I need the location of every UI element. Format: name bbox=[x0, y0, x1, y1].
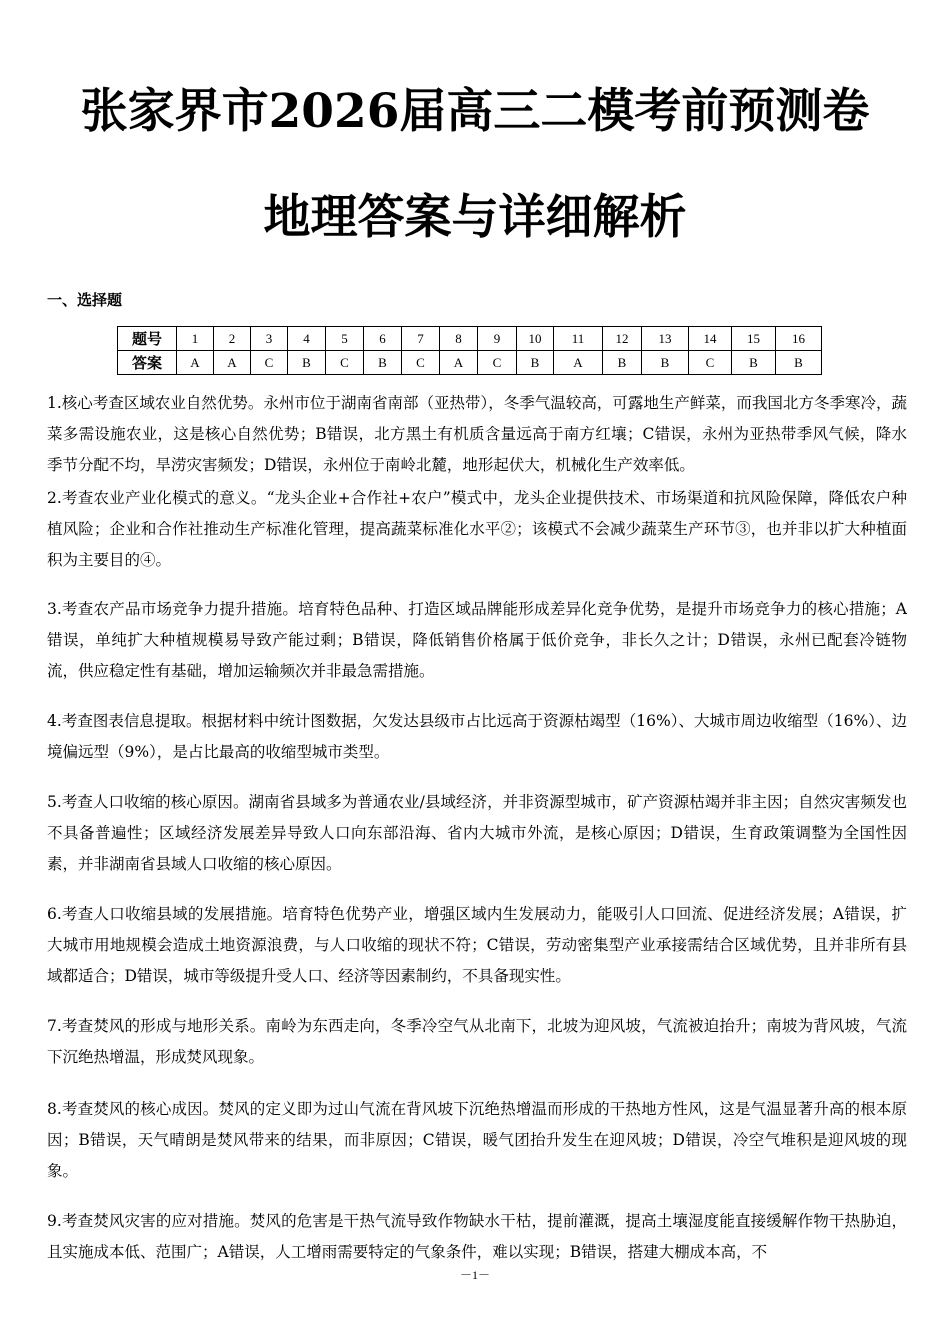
answer-cell: A bbox=[214, 351, 251, 375]
page-number: －1－ bbox=[459, 1268, 490, 1282]
section-heading: 一、选择题 bbox=[47, 291, 123, 309]
document-subtitle: 地理答案与详细解析 bbox=[263, 190, 687, 245]
explanation-1: 1.核心考查区域农业自然优势。永州市位于湖南省南部（亚热带），冬季气温较高，可露地生产鲜菜，而我国北方冬季寒冷，蔬菜多需设施农业，这是核心自然优势；B错误，北方黑土有机质含量远高于南方红壤；C错误，永州为亚热带季风气候，降水季节分配不均，旱涝灾害频发；D错误，永州位于南岭北麓，地形起伏大，机械化生产效率低。 bbox=[47, 394, 907, 474]
question-number-cell: 16 bbox=[776, 327, 822, 351]
question-number-cell: 11 bbox=[554, 327, 603, 351]
question-number-cell: 14 bbox=[689, 327, 732, 351]
question-number-cell: 10 bbox=[517, 327, 554, 351]
answer-cell: B bbox=[364, 351, 402, 375]
answer-cell: B bbox=[603, 351, 642, 375]
question-number-cell: 9 bbox=[478, 327, 517, 351]
answer-cell: A bbox=[177, 351, 214, 375]
answer-cell: A bbox=[554, 351, 603, 375]
question-number-cell: 15 bbox=[732, 327, 776, 351]
explanation-7: 7.考查焚风的形成与地形关系。南岭为东西走向，冬季冷空气从北南下，北坡为迎风坡，气流被迫抬升；南坡为背风坡，气流下沉绝热增温，形成焚风现象。 bbox=[47, 1017, 907, 1066]
explanation-3: 3.考查农产品市场竞争力提升措施。培育特色品种、打造区域品牌能形成差异化竞争优势，是提升市场竞争力的核心措施；A错误，单纯扩大种植规模易导致产能过剩；B错误，降低销售价格属于低价竞争，非长久之计；D错误，永州已配套冷链物流，供应稳定性有基础，增加运输频次并非最急需措施。 bbox=[47, 600, 907, 680]
question-number-cell: 7 bbox=[402, 327, 440, 351]
question-number-cell: 3 bbox=[251, 327, 288, 351]
answer-cell: C bbox=[251, 351, 288, 375]
question-number-cell: 8 bbox=[440, 327, 478, 351]
question-number-cell: 2 bbox=[214, 327, 251, 351]
answer-cell: C bbox=[478, 351, 517, 375]
answer-table bbox=[117, 326, 822, 375]
answer-cell: B bbox=[517, 351, 554, 375]
answer-row bbox=[118, 351, 822, 375]
answer-cell: A bbox=[440, 351, 478, 375]
question-number-cell: 1 bbox=[177, 327, 214, 351]
question-number-cell: 6 bbox=[364, 327, 402, 351]
explanation-6: 6.考查人口收缩县域的发展措施。培育特色优势产业，增强区域内生发展动力，能吸引人口回流、促进经济发展；A错误，扩大城市用地规模会造成土地资源浪费，与人口收缩的现状不符；C错误，劳动密集型产业承接需结合区域优势，且并非所有县域都适合；D错误，城市等级提升受人口、经济等因素制约，不具备现实性。 bbox=[47, 905, 907, 985]
answer-cell: B bbox=[642, 351, 689, 375]
document-title: 张家界市2026届高三二模考前预测卷 bbox=[80, 84, 870, 139]
explanation-2: 2.考查农业产业化模式的意义。“龙头企业+合作社+农户”模式中，龙头企业提供技术、市场渠道和抗风险保障，降低农户种植风险；企业和合作社推动生产标准化管理，提高蔬菜标准化水平②；该模式不会减少蔬菜生产环节③，也并非以扩大种植面积为主要目的④。 bbox=[47, 489, 907, 569]
answer-cell: B bbox=[732, 351, 776, 375]
answer-cell: C bbox=[402, 351, 440, 375]
answer-header: 答案 bbox=[118, 351, 177, 375]
answer-cell: C bbox=[689, 351, 732, 375]
answer-cell: B bbox=[776, 351, 822, 375]
question-number-cell: 4 bbox=[288, 327, 326, 351]
question-number-cell: 13 bbox=[642, 327, 689, 351]
question-number-row bbox=[118, 327, 822, 351]
question-number-cell: 5 bbox=[326, 327, 364, 351]
explanation-9: 9.考查焚风灾害的应对措施。焚风的危害是干热气流导致作物缺水干枯，提前灌溉，提高土壤湿度能直接缓解作物干热胁迫，且实施成本低、范围广；A错误，人工增雨需要特定的气象条件，难以实现；B错误，搭建大棚成本高，不 bbox=[47, 1212, 907, 1261]
answer-cell: C bbox=[326, 351, 364, 375]
answer-cell: B bbox=[288, 351, 326, 375]
explanation-4: 4.考查图表信息提取。根据材料中统计图数据，欠发达县级市占比远高于资源枯竭型（16%）、大城市周边收缩型（16%）、边境偏远型（9%），是占比最高的收缩型城市类型。 bbox=[47, 712, 907, 761]
question-number-header: 题号 bbox=[118, 327, 177, 351]
question-number-cell: 12 bbox=[603, 327, 642, 351]
explanation-5: 5.考查人口收缩的核心原因。湖南省县域多为普通农业/县域经济，并非资源型城市，矿产资源枯竭并非主因；自然灾害频发也不具备普遍性；区域经济发展差异导致人口向东部沿海、省内大城市外流，是核心原因；D错误，生育政策调整为全国性因素，并非湖南省县域人口收缩的核心原因。 bbox=[47, 793, 907, 873]
explanation-8: 8.考查焚风的核心成因。焚风的定义即为过山气流在背风坡下沉绝热增温而形成的干热地方性风，这是气温显著升高的根本原因；B错误，天气晴朗是焚风带来的结果，而非原因；C错误，暖气团抬升发生在迎风坡；D错误，冷空气堆积是迎风坡的现象。 bbox=[47, 1100, 907, 1180]
